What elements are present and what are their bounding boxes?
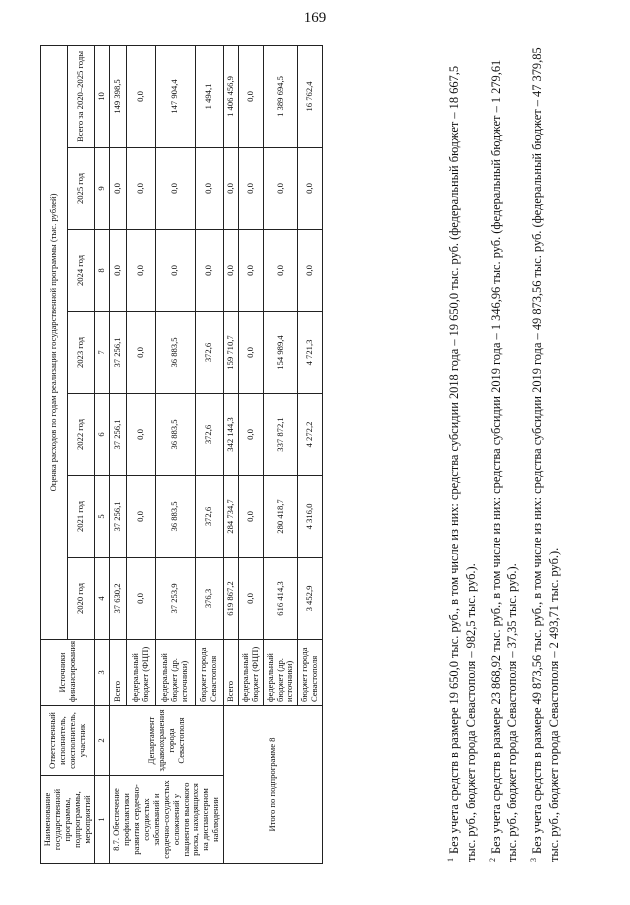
column-number: 8 xyxy=(95,230,110,312)
value-cell: 0,0 xyxy=(127,312,155,394)
value-cell: 0,0 xyxy=(238,45,263,147)
header-year: 2025 год xyxy=(68,148,95,230)
value-cell: 4 316,0 xyxy=(298,476,323,558)
column-number: 6 xyxy=(95,394,110,476)
source: федеральный бюджет (ФЦП) xyxy=(238,640,263,706)
header-year: 2022 год xyxy=(68,394,95,476)
header-year: 2024 год xyxy=(68,230,95,312)
value-cell: 372,6 xyxy=(195,312,223,394)
value-cell: 0,0 xyxy=(110,230,127,312)
header-name: Наименование государственной программы, подпрограммы, мероприятий xyxy=(41,776,95,864)
value-cell: 619 867,2 xyxy=(224,558,239,640)
value-cell: 0,0 xyxy=(127,476,155,558)
value-cell: 0,0 xyxy=(127,148,155,230)
value-cell: 0,0 xyxy=(127,230,155,312)
value-cell: 37 256,1 xyxy=(110,476,127,558)
header-source: Источники финансирования xyxy=(41,640,95,706)
footnote-mark: 1 xyxy=(446,858,455,862)
value-cell: 0,0 xyxy=(195,148,223,230)
value-cell: 159 710,7 xyxy=(224,312,239,394)
source: федеральный бюджет (др. источники) xyxy=(155,640,195,706)
value-cell: 1 494,1 xyxy=(195,45,223,147)
value-cell: 0,0 xyxy=(238,312,263,394)
footnote xyxy=(529,42,563,862)
column-number: 9 xyxy=(95,148,110,230)
source: федеральный бюджет (ФЦП) xyxy=(127,640,155,706)
footnote-text: Без учета средств в размере 23 868,92 тыс. руб., в том числе из них: средства субсидии 2019 года – 1 346,96 тыс. руб. (федеральный бюджет – 1 279,61 тыс. руб., бюджет города Севастополя – 37,35 тыс. руб.). xyxy=(488,59,520,862)
column-number: 7 xyxy=(95,312,110,394)
value-cell: 0,0 xyxy=(155,148,195,230)
value-cell: 37 253,9 xyxy=(155,558,195,640)
value-cell: 372,6 xyxy=(195,394,223,476)
value-cell: 337 872,1 xyxy=(263,394,298,476)
column-number: 5 xyxy=(95,476,110,558)
value-cell: 616 414,3 xyxy=(263,558,298,640)
value-cell: 36 883,5 xyxy=(155,476,195,558)
value-cell: 0,0 xyxy=(238,148,263,230)
rotated-landscape-page xyxy=(0,12,630,892)
value-cell: 1 406 456,9 xyxy=(224,45,239,147)
footnote xyxy=(446,42,480,862)
value-cell: 0,0 xyxy=(238,558,263,640)
measure-name: 8.7. Обеспечение профилактики развития сердечно-сосудистых заболеваний и сердечно-сосудистых осложнений у пациентов высокого риска, находящихся на диспансерном наблюдении xyxy=(110,776,224,864)
header-executor: Ответственный исполнитель, соисполнитель, участник xyxy=(41,706,95,776)
value-cell: 0,0 xyxy=(238,230,263,312)
header-estimate: Оценка расходов по годам реализации государственной программы (тыс. рублей) xyxy=(41,45,68,639)
column-number: 1 xyxy=(95,776,110,864)
column-number: 4 xyxy=(95,558,110,640)
column-number: 3 xyxy=(95,640,110,706)
value-cell: 36 883,5 xyxy=(155,312,195,394)
value-cell: 0,0 xyxy=(298,148,323,230)
source: бюджет города Севастополя xyxy=(298,640,323,706)
value-cell: 0,0 xyxy=(155,230,195,312)
value-cell: 342 144,3 xyxy=(224,394,239,476)
budget-table xyxy=(40,45,323,864)
value-cell: 0,0 xyxy=(195,230,223,312)
value-cell: 284 734,7 xyxy=(224,476,239,558)
header-total: Всего за 2020–2025 годы xyxy=(68,45,95,147)
value-cell: 0,0 xyxy=(263,148,298,230)
source: бюджет города Севастополя xyxy=(195,640,223,706)
value-cell: 0,0 xyxy=(127,394,155,476)
value-cell: 149 398,5 xyxy=(110,45,127,147)
subprogram-total-label: Итого по подпрограмме 8 xyxy=(224,706,323,864)
value-cell: 37 256,1 xyxy=(110,394,127,476)
source: федеральный бюджет (др. источники) xyxy=(263,640,298,706)
value-cell: 372,6 xyxy=(195,476,223,558)
footnotes xyxy=(446,42,571,862)
value-cell: 0,0 xyxy=(224,148,239,230)
header-row-1 xyxy=(41,45,68,863)
header-year: 2020 год xyxy=(68,558,95,640)
value-cell: 0,0 xyxy=(238,394,263,476)
column-number: 2 xyxy=(95,706,110,776)
value-cell: 4 272,2 xyxy=(298,394,323,476)
value-cell: 37 630,2 xyxy=(110,558,127,640)
value-cell: 0,0 xyxy=(298,230,323,312)
source: Всего xyxy=(110,640,127,706)
table-row xyxy=(110,45,127,863)
value-cell: 0,0 xyxy=(224,230,239,312)
table-row xyxy=(224,45,239,863)
value-cell: 0,0 xyxy=(127,558,155,640)
value-cell: 37 256,1 xyxy=(110,312,127,394)
value-cell: 376,3 xyxy=(195,558,223,640)
value-cell: 280 418,7 xyxy=(263,476,298,558)
value-cell: 0,0 xyxy=(263,230,298,312)
value-cell: 36 883,5 xyxy=(155,394,195,476)
value-cell: 0,0 xyxy=(238,476,263,558)
value-cell: 16 762,4 xyxy=(298,45,323,147)
column-number: 10 xyxy=(95,45,110,147)
source: Всего xyxy=(224,640,239,706)
value-cell: 154 989,4 xyxy=(263,312,298,394)
footnote-text: Без учета средств в размере 49 873,56 тыс. руб., в том числе из них: средства субсидии 2019 года – 49 873,56 тыс. руб. (федеральный бюджет – 47 379,85 тыс. руб., бюджет города Севастополя – 2 493,71 тыс. руб.). xyxy=(530,47,562,862)
header-year: 2021 год xyxy=(68,476,95,558)
value-cell: 0,0 xyxy=(110,148,127,230)
column-number-row xyxy=(95,45,110,863)
value-cell: 1 389 694,5 xyxy=(263,45,298,147)
header-year: 2023 год xyxy=(68,312,95,394)
footnote-mark: 3 xyxy=(529,858,539,862)
executor: Департамент здравоохранения города Севастополя xyxy=(110,706,224,776)
footnote-mark: 2 xyxy=(487,858,497,862)
value-cell: 0,0 xyxy=(127,45,155,147)
page-number: 169 xyxy=(303,10,327,26)
value-cell: 4 721,3 xyxy=(298,312,323,394)
value-cell: 3 452,9 xyxy=(298,558,323,640)
footnote-text: Без учета средств в размере 19 650,0 тыс. руб., в том числе из них: средства субсидии 2018 года – 19 650,0 тыс. руб. (федеральный бюджет – 18 667,5 тыс. руб., бюджет города Севастополя – 982,5 тыс. руб.). xyxy=(447,65,478,862)
footnote xyxy=(488,42,522,862)
value-cell: 147 904,4 xyxy=(155,45,195,147)
